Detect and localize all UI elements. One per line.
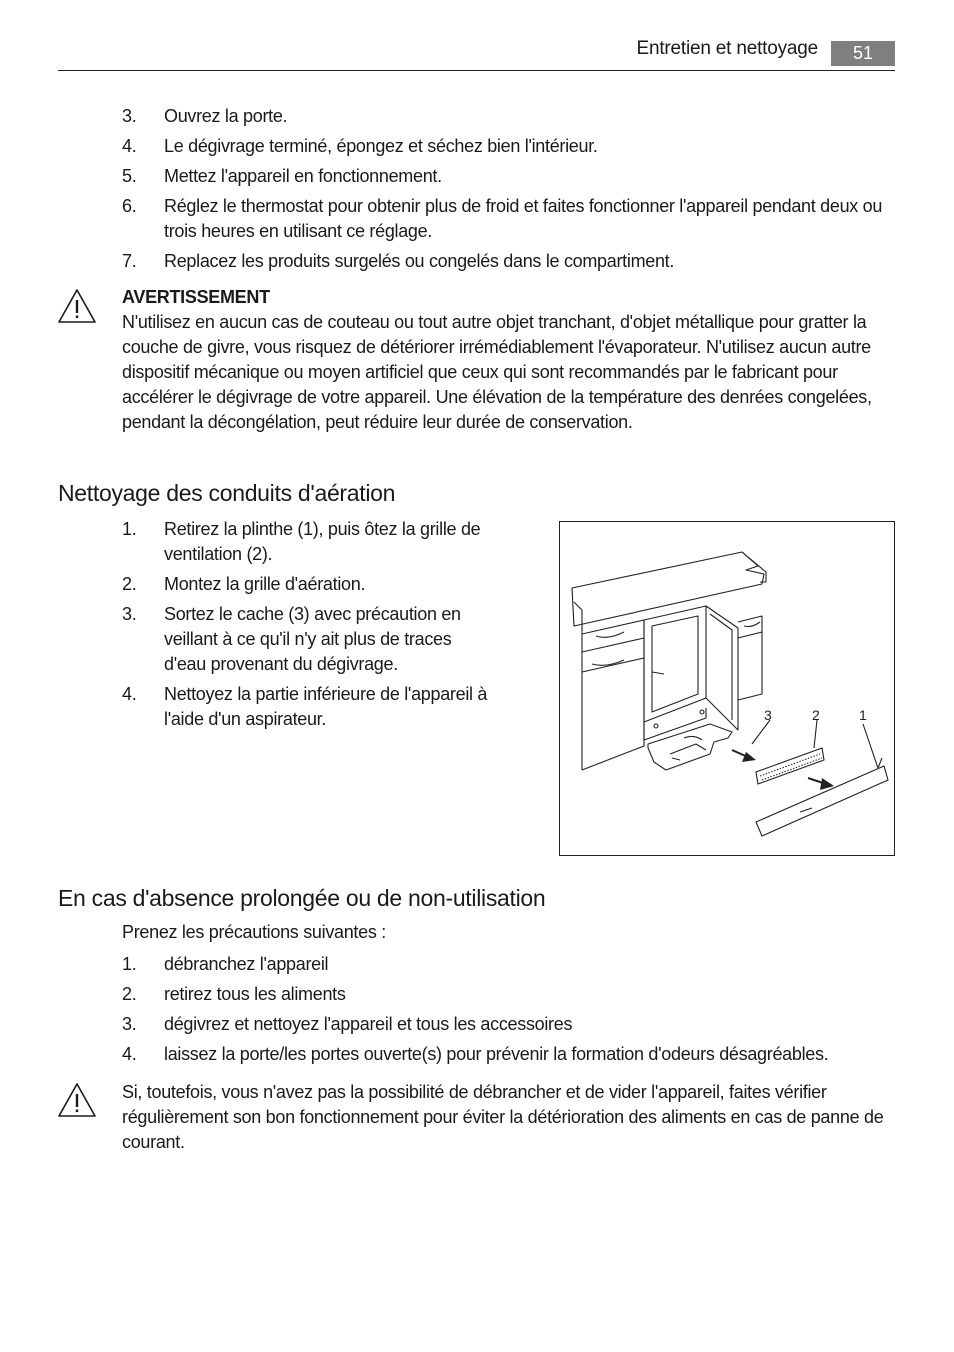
list-item: 1. Retirez la plinthe (1), puis ôtez la grille de ventilation (2). <box>122 519 481 564</box>
list-item: 1. débranchez l'appareil <box>122 954 329 974</box>
list-item: 2. retirez tous les aliments <box>122 984 346 1004</box>
callout-label-1: 1 <box>859 707 867 723</box>
list-item: 4. laissez la porte/les portes ouverte(s) pour prévenir la formation d'odeurs désagréables. <box>122 1044 829 1064</box>
list-item: 4. Nettoyez la partie inférieure de l'appareil à l'aide d'un aspirateur. <box>122 684 488 729</box>
absence-note: Si, toutefois, vous n'avez pas la possibilité de débrancher et de vider l'appareil, faites vérifier régulièrement son bon fonctionnement pour éviter la détérioration des aliments en cas de panne de courant. <box>122 1082 884 1152</box>
ventilation-illustration <box>559 521 895 856</box>
callout-label-2: 2 <box>812 707 820 723</box>
warning-text: N'utilisez en aucun cas de couteau ou tout autre objet tranchant, d'objet métallique pour gratter la couche de givre, vous risquez de détériorer irrémédiablement l'évaporateur. N'utilisez aucun autre dispositif mécanique ou moyen artificiel que ceux qui sont recommandés par le fabricant pour accélérer le dégivrage de votre appareil. Une élévation de la température des denrées congelées, pendant la décongélation, peut réduire leur durée de conservation. <box>122 312 872 432</box>
list-item: 2. Montez la grille d'aération. <box>122 574 366 594</box>
warning-title: AVERTISSEMENT <box>122 287 270 307</box>
section-heading-ventilation: Nettoyage des conduits d'aération <box>58 480 396 506</box>
warning-triangle-icon <box>57 1082 97 1118</box>
section-heading-absence: En cas d'absence prolongée ou de non-utilisation <box>58 885 546 911</box>
list-item: 3. Sortez le cache (3) avec précaution en veillant à ce qu'il n'y ait plus de traces d'eau provenant du dégivrage. <box>122 604 461 674</box>
callout-label-3: 3 <box>764 707 772 723</box>
list-item: 7. Replacez les produits surgelés ou congelés dans le compartiment. <box>122 251 675 271</box>
absence-steps-list <box>122 952 894 1072</box>
list-item: 3. dégivrez et nettoyez l'appareil et tous les accessoires <box>122 1014 573 1034</box>
warning-block <box>122 285 894 435</box>
list-item: 3. Ouvrez la porte. <box>122 106 288 126</box>
list-item: 5. Mettez l'appareil en fonctionnement. <box>122 166 442 186</box>
defrost-steps-list <box>122 104 894 279</box>
header-divider <box>58 70 895 71</box>
running-header-title: Entretien et nettoyage <box>636 38 818 59</box>
list-item: 4. Le dégivrage terminé, épongez et séchez bien l'intérieur. <box>122 136 598 156</box>
page-number-badge: 51 <box>831 41 895 66</box>
ventilation-steps-list <box>122 517 492 737</box>
list-item: 6. Réglez le thermostat pour obtenir plus de froid et faites fonctionner l'appareil pendant deux ou trois heures en utilisant ce réglage. <box>122 196 883 241</box>
warning-triangle-icon <box>57 288 97 324</box>
absence-intro: Prenez les précautions suivantes : <box>122 922 386 942</box>
appliance-line-drawing <box>560 522 894 855</box>
